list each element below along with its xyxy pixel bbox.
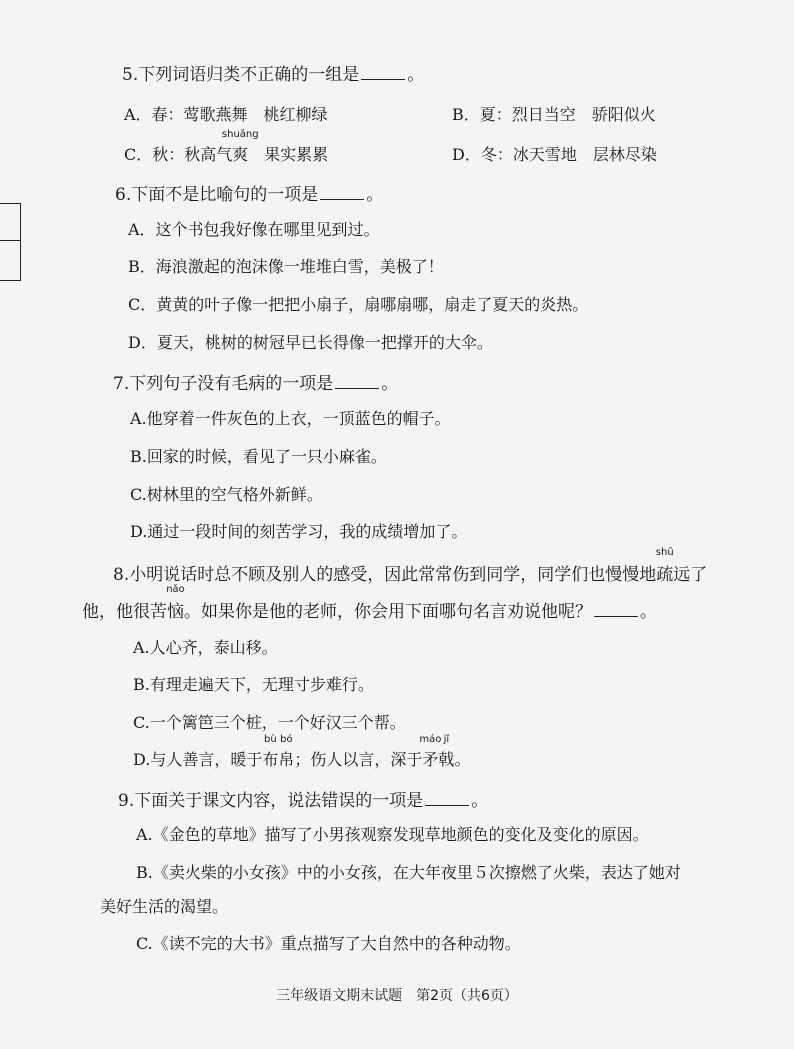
pinyin-annotated-char: [438, 734, 455, 770]
pinyin: bó: [280, 734, 293, 745]
pinyin-annotated-char: [166, 584, 185, 622]
pinyin: jǐ: [443, 734, 450, 745]
question-9-end: 。: [471, 791, 489, 811]
question-8-text-1-end: 远了: [673, 565, 708, 585]
pinyin: máo: [419, 734, 442, 745]
question-6-text: 6.下面不是比喻句的一项是: [115, 185, 319, 205]
answer-blank[interactable]: [335, 374, 379, 389]
question-9-option-b-line-1: B.《卖火柴的小女孩》中的小女孩，在大年夜里５次擦燃了火柴，表达了她对: [136, 863, 681, 882]
question-5-option-d: D．冬：冰天雪地 层林尽染: [452, 145, 657, 164]
char: 疏: [656, 565, 674, 585]
question-5-option-b: B．夏：烈日当空 骄阳似火: [452, 105, 656, 124]
question-7-option-a: A.他穿着一件灰色的上衣，一顶蓝色的帽子。: [130, 409, 451, 428]
question-5-text: 5.下列词语归类不正确的一组是: [122, 65, 360, 85]
question-8-option-a: A.人心齐，泰山移。: [133, 638, 278, 657]
question-9-stem: [118, 786, 488, 811]
option-d-text: D.与人善言，暖于: [133, 750, 263, 769]
question-7-option-c: C.树林里的空气格外新鲜。: [130, 485, 323, 504]
question-8-option-c: C.一个篱笆三个桩，一个好汉三个帮。: [133, 713, 406, 732]
question-8-line-2: [82, 584, 657, 622]
question-9-option-c: C.《读不完的大书》重点描写了大自然中的各种动物。: [136, 934, 521, 953]
question-6-stem: [115, 180, 383, 205]
pinyin-annotated-char: [221, 129, 259, 165]
char: 恼: [167, 602, 184, 622]
pinyin-annotated-char: [262, 734, 279, 770]
question-7-option-b: B.回家的时候，看见了一只小麻雀。: [130, 447, 387, 466]
pinyin: bù: [264, 734, 277, 745]
question-7-end: 。: [381, 374, 399, 394]
answer-blank[interactable]: [361, 65, 405, 80]
question-6-option-c: C．黄黄的叶子像一把把小扇子，扇哪扇哪，扇走了夏天的炎热。: [128, 295, 589, 314]
question-7-stem: [113, 369, 398, 394]
question-6-option-b: B．海浪激起的泡沫像一堆堆白雪，美极了！: [128, 257, 444, 276]
answer-blank[interactable]: [320, 185, 364, 200]
option-c-text: C．秋：秋高气: [124, 145, 233, 164]
answer-blank[interactable]: [425, 791, 469, 806]
question-8-line-1: [113, 547, 708, 585]
question-8-text-1: 8.小明说话时总不顾及别人的感受，因此常常伤到同学，同学们也慢慢地: [113, 565, 657, 585]
page-footer: 三年级语文期末试题 第2页（共6页）: [276, 988, 518, 1004]
option-d-end: 。: [454, 750, 471, 769]
pinyin: shū: [655, 547, 674, 558]
question-9-text: 9.下面关于课文内容，说法错误的一项是: [118, 791, 424, 811]
question-6-option-a: A．这个书包我好像在哪里见到过。: [128, 220, 380, 239]
binding-margin-box: [0, 203, 21, 281]
option-c-rest: 果实累累: [248, 145, 329, 164]
char: 布: [262, 750, 279, 769]
question-9-option-a: A.《金色的草地》描写了小男孩观察发现草地颜色的变化及变化的原因。: [136, 825, 649, 844]
question-5-stem: [122, 60, 424, 85]
answer-blank[interactable]: [594, 602, 638, 617]
option-d-mid: ；伤人以言，深于: [294, 750, 423, 769]
question-5-end: 。: [407, 65, 425, 85]
pinyin: shuǎng: [221, 129, 259, 140]
question-8-text-2-mid: 。如果你是他的老师，你会用下面哪句名言劝说他呢？: [184, 602, 592, 622]
question-7-option-d: D.通过一段时间的刻苦学习，我的成绩增加了。: [130, 522, 468, 541]
question-6-end: 。: [366, 185, 384, 205]
char: 爽: [232, 145, 249, 164]
pinyin: nǎo: [166, 584, 185, 595]
char: 矛: [422, 750, 439, 769]
pinyin-annotated-char: [278, 734, 295, 770]
question-6-option-d: D．夏天，桃树的树冠早已长得像一把撑开的大伞。: [128, 333, 493, 352]
question-8-end: 。: [640, 602, 657, 622]
question-9-option-b-line-2: 美好生活的渴望。: [100, 897, 229, 916]
char: 帛: [278, 750, 295, 769]
question-8-option-d: [133, 734, 471, 770]
pinyin-annotated-char: [419, 734, 442, 770]
question-8-option-b: B.有理走遍天下，无理寸步难行。: [133, 675, 374, 694]
pinyin-annotated-char: [655, 547, 674, 585]
question-5-option-c: [124, 129, 329, 165]
char: 戟: [438, 750, 455, 769]
question-7-text: 7.下列句子没有毛病的一项是: [113, 374, 334, 394]
question-8-text-2: 他，他很苦: [82, 602, 167, 622]
question-5-option-a: A．春：莺歌燕舞 桃红柳绿: [124, 105, 328, 124]
